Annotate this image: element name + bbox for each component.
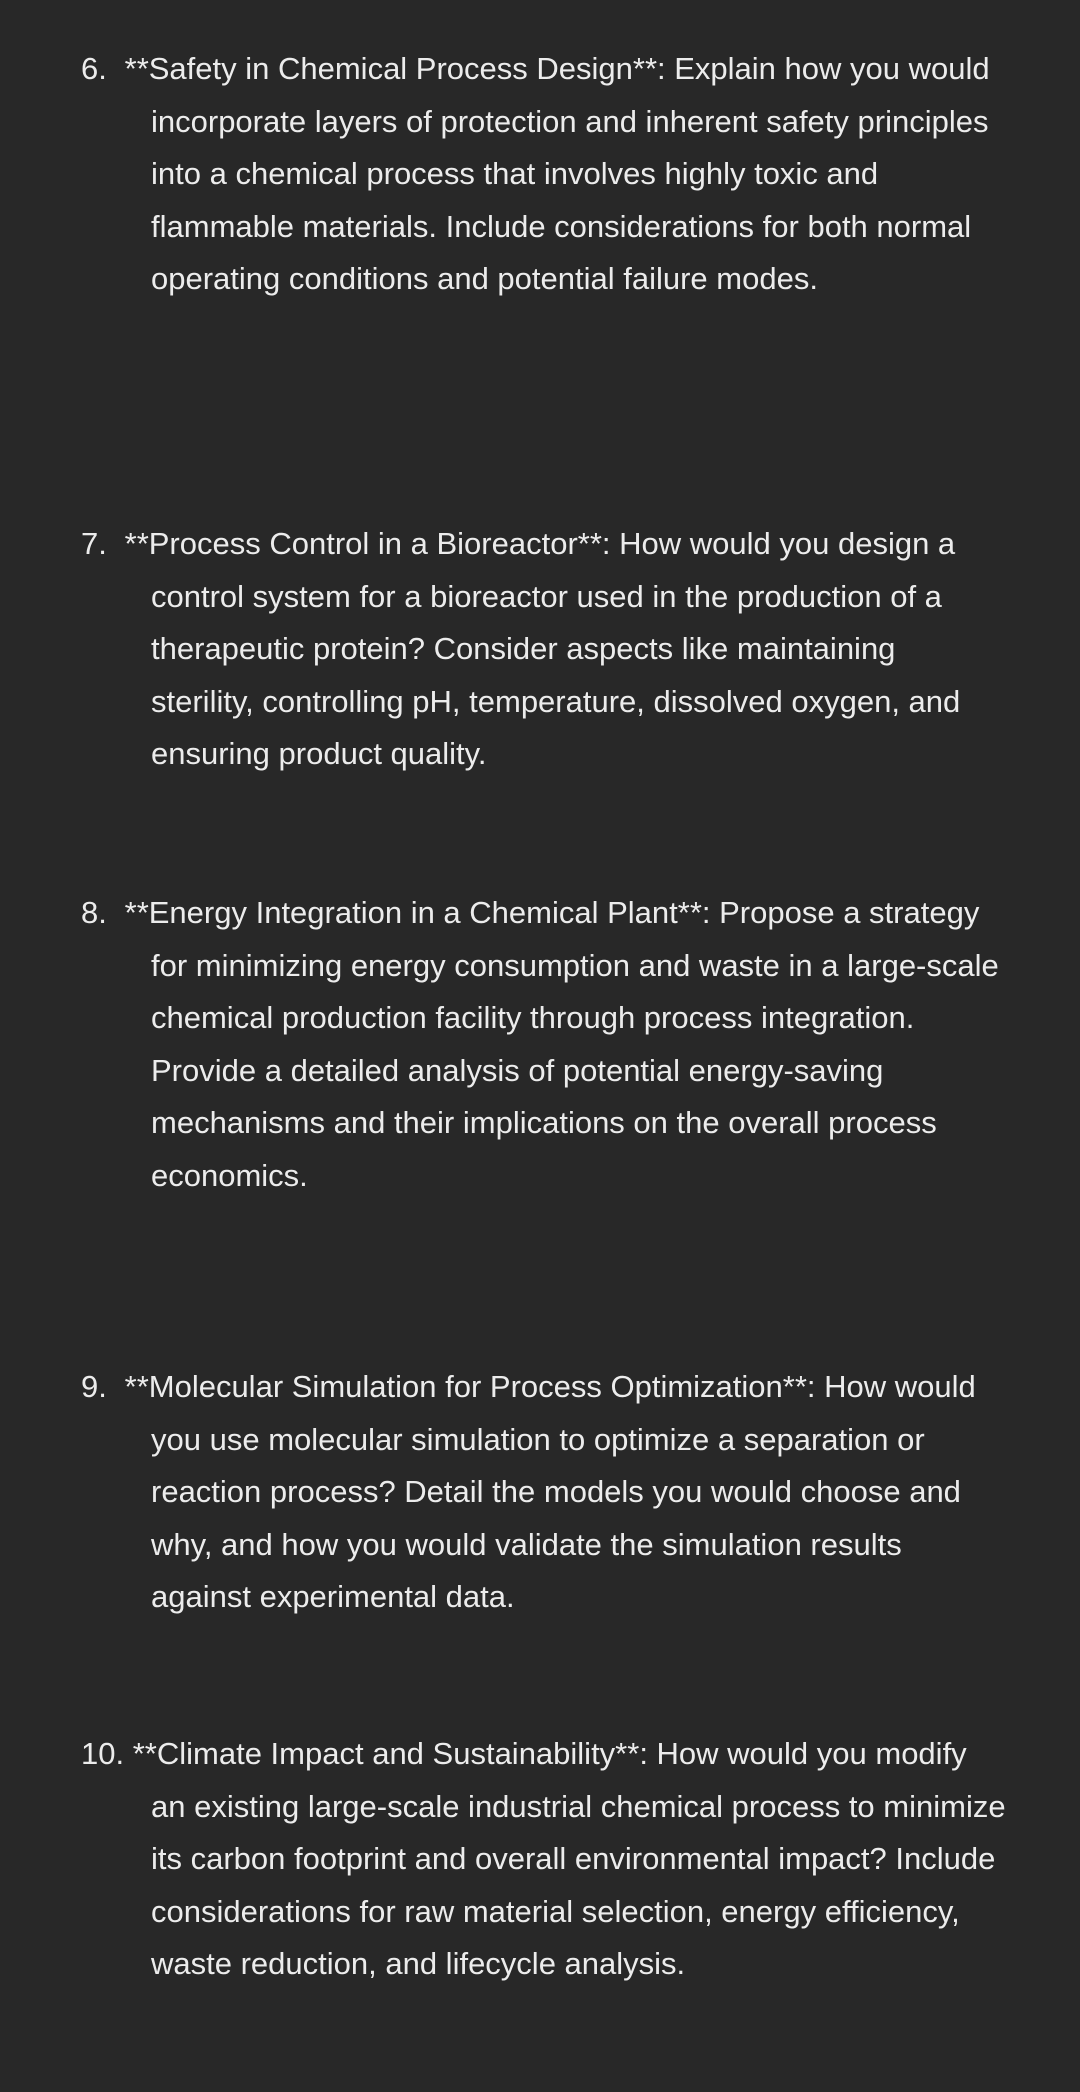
list-item — [81, 1728, 1006, 1991]
list-item-paragraph — [81, 1728, 1006, 1991]
list-item-text: **Climate Impact and Sustainability**: How would you modify an existing large-scale industrial chemical process to minimize its carbon footprint and overall environmental impact? Include considerations for raw material selection, energy efficiency, waste reduction, and lifecycle analysis. — [132, 1736, 1006, 1982]
list-item-number: 10. — [81, 1736, 125, 1771]
list-item-paragraph: 9. **Molecular Simulation for Process Optimization**: How would you use molecular simulation to optimize a separation or reaction process? Detail the models you would choose and why, and how you would validate the simulation results against experimental data. — [81, 1369, 976, 1615]
list-item-text: **Process Control in a Bioreactor**: How would you design a control system for a bioreactor used in the production of a therapeutic protein? Consider aspects like maintaining sterility, controlling pH, temperature, dissolved oxygen, and ensuring product quality. — [124, 526, 961, 772]
list-item — [81, 518, 1006, 781]
list-item — [81, 43, 1006, 306]
list-item-text: **Energy Integration in a Chemical Plant**: Propose a strategy for minimizing energy consumption and waste in a large-scale chemical production facility through process integration. Provide a detailed analysis of potential energy-saving mechanisms and their implications on the overall process economics. — [124, 895, 999, 1193]
list-item-text: **Safety in Chemical Process Design**: Explain how you would incorporate layers of protection and inherent safety principles into a chemical process that involves highly toxic and flammable materials. Include considerations for both normal operating conditions and potential failure modes. — [124, 51, 990, 297]
list-item-paragraph: 8. **Energy Integration in a Chemical Plant**: Propose a strategy for minimizing energy consumption and waste in a large-scale chemical production facility through process integration. Provide a detailed analysis of potential energy-saving mechanisms and their implications on the overall process economics. — [81, 895, 999, 1193]
list-item-paragraph: 6. **Safety in Chemical Process Design**: Explain how you would incorporate layers of protection and inherent safety principles into a chemical process that involves highly toxic and flammable materials. Include considerations for both normal operating conditions and potential failure modes. — [81, 51, 990, 297]
list-item-paragraph: 7. **Process Control in a Bioreactor**: How would you design a control system for a bioreactor used in the production of a therapeutic protein? Consider aspects like maintaining sterility, controlling pH, temperature, dissolved oxygen, and ensuring product quality. — [81, 526, 961, 772]
list-item-text: **Molecular Simulation for Process Optimization**: How would you use molecular simulation to optimize a separation or reaction process? Detail the models you would choose and why, and how you would validate the simulation results against experimental data. — [124, 1369, 976, 1615]
list-item — [81, 887, 1006, 1203]
list-item — [81, 1361, 1006, 1624]
